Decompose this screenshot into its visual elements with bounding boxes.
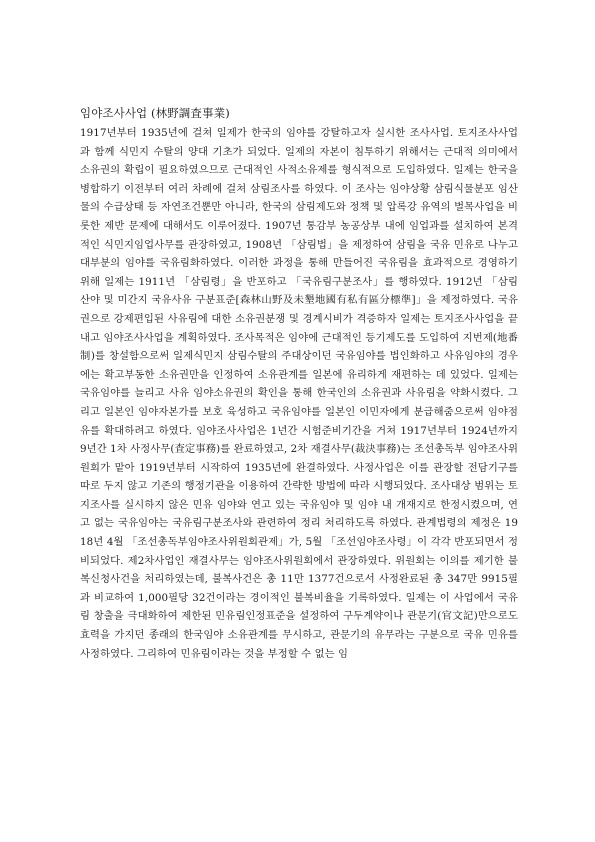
document-title: 임야조사사업 (林野調査事業) [80, 106, 230, 120]
document-page [80, 104, 518, 663]
document-body-text: 1917년부터 1935년에 걸쳐 일제가 한국의 임야를 강탈하고자 실시한 조사사업. 토지조사사업과 함께 식민지 수탈의 양대 기초가 되었다. 일제의 자본이 침투하기 위해서는 근대적 의미에서 소유권의 확립이 필요하였으므로 근대적인 사적소유제를 형식적으로 도입하였다. 일제는 한국을 병합하기 이전부터 여러 차례에 걸쳐 삼림조사를 하였다. 이 조사는 임야상황 삼림식물분포 임산물의 수급상태 등 자연조건뿐만 아니라, 한국의 삼림제도와 정책 및 압록강 유역의 벌목사업을 비롯한 제반 문제에 대해서도 이루어졌다. 1907년 통감부 농공상부 내에 임업과를 설치하여 본격적인 식민지임업사무를 관장하였고, 1908년 「삼림법」을 제정하여 삼림을 국유 민유로 나누고 대부분의 임야를 국유림화하였다. 이러한 과정을 통해 만들어진 국유림을 효과적으로 경영하기 위해 일제는 1911년 「삼림령」을 반포하고 「국유림구분조사」를 행하였다. 1912년 「삼림 산야 및 미간지 국유사유 구분표준[森林山野及未墾地國有私有區分標準]」을 제정하였다. 국유권으로 강제편입된 사유림에 대한 소유권분쟁 및 경계시비가 격증하자 일제는 토지조사사업을 끝내고 임야조사사업을 계획하였다. 조사목적은 임야에 근대적인 등기제도를 도입하여 지번제(地番制)를 창설함으로써 일제식민지 삼림수탈의 주대상이던 국유임야를 법인화하고 사유임야의 경우에는 확고부동한 소유권만을 인정하여 소유관계를 일본에 유리하게 재편하는 데 있었다. 일제는 국유임야를 늘리고 사유 임야소유권의 확인을 통해 한국인의 소유권과 사유림을 약화시켰다. 그리고 일본인 임야자본가를 보호 육성하고 국유임야를 일본인 이민자에게 분급해줌으로써 임야점유를 확대하려고 하였다. 임야조사사업은 1년간 시험준비기간을 거쳐 1917년부터 1924년까지 9년간 1차 사정사무(査定事務)를 완료하였고, 2차 재결사무(裁決事務)는 조선총독부 임야조사위원회가 맡아 1919년부터 시작하여 1935년에 완결하였다. 사정사업은 이를 관장할 전담기구를 따로 두지 않고 기존의 행정기관을 이용하여 간략한 방법에 따라 시행되었다. 조사대상 범위는 토지조사를 실시하지 않은 민유 임야와 연고 있는 국유임야 및 임야 내 개재지로 한정시켰으며, 연고 없는 국유임야는 국유림구분조사와 관련하여 정리 처리하도록 하였다. 관계법령의 제정은 1918년 4월 「조선총독부임야조사위원회관제」가, 5월 「조선임야조사령」이 각각 반포되면서 정비되었다. 제2차사업인 재결사무는 임야조사위원회에서 관장하였다. 위원회는 이의를 제기한 불복신청사건을 처리하였는데, 불복사건은 총 11만 1377건으로서 사정완료된 총 347만 9915필과 비교하여 1,000필당 32건이라는 경이적인 불복비율을 기록하였다. 일제는 이 사업에서 국유림 창출을 극대화하여 제한된 민유림인정표준을 설정하여 구두계약이나 관문기(官文記)만으로도 효력을 가지던 종래의 한국임야 소유관계를 무시하고, 관문기의 유무라는 구분으로 국유 민유를 사정하였다. 그리하여 민유림이라는 것을 부정할 수 없는 임 [80, 127, 518, 660]
